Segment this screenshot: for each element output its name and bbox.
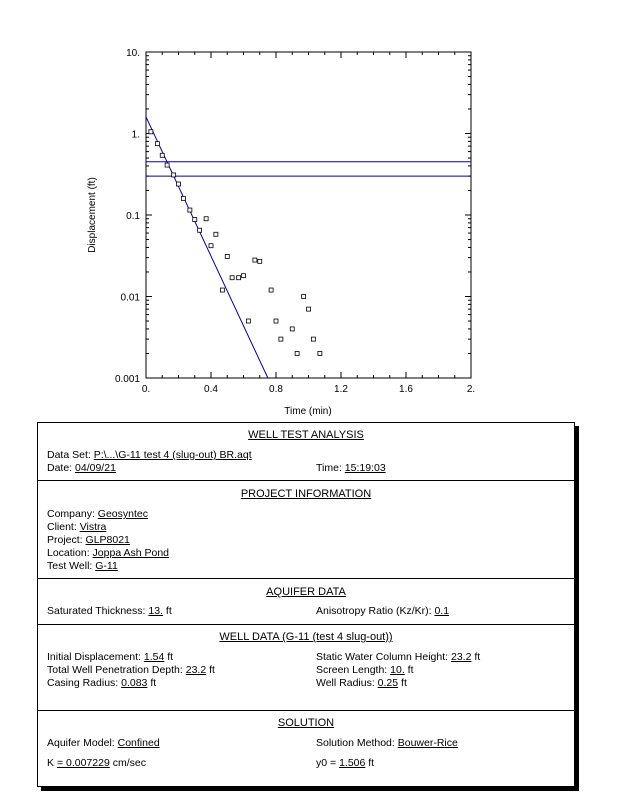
data-point (172, 173, 176, 177)
data-point (246, 319, 250, 323)
well-test-analysis-section (38, 423, 574, 481)
anisotropy-line (316, 605, 449, 617)
data-point (290, 327, 294, 331)
y-tick-label: 0.01 (120, 292, 140, 304)
x-tick-label: 1.2 (334, 384, 348, 395)
saturated-thickness-value: 13. (148, 605, 163, 617)
test-well-line (47, 560, 118, 572)
solution-title: SOLUTION (277, 717, 335, 729)
screen-length-value: 10. (390, 664, 405, 676)
date-line (47, 462, 116, 474)
y-tick-label: 1. (131, 129, 140, 141)
screen-length-label: Screen Length: (316, 664, 388, 676)
well-radius-line (316, 677, 407, 689)
initial-displacement-value: 1.54 (143, 651, 165, 663)
data-point (177, 182, 181, 186)
client-value: Vistra (79, 521, 107, 533)
data-point (302, 295, 306, 299)
date-value: 04/09/21 (75, 462, 116, 474)
k-line (47, 757, 146, 769)
x-tick-label: 0.4 (204, 384, 218, 395)
solution-method-value: Bouwer-Rice (397, 737, 458, 749)
company-line (47, 508, 148, 520)
data-point (149, 130, 153, 134)
k-unit: cm/sec (112, 757, 146, 769)
data-point (279, 337, 283, 341)
data-point (198, 228, 202, 232)
data-set-label: Data Set: (47, 449, 91, 461)
x-tick-label: 1.6 (399, 384, 413, 395)
casing-radius-line (47, 677, 156, 689)
data-set-value: P:\...\G-11 test 4 (slug-out) BR.aqt (93, 449, 252, 461)
data-point (258, 259, 262, 263)
data-point (311, 337, 315, 341)
initial-displacement-unit: ft (167, 651, 174, 663)
well-radius-label: Well Radius: (316, 677, 375, 689)
report-panel (37, 422, 575, 787)
location-value: Joppa Ash Pond (92, 547, 170, 559)
static-water-unit: ft (474, 651, 481, 663)
anisotropy-label: Anisotropy Ratio (Kz/Kr): (316, 605, 432, 617)
k-label: K (47, 757, 55, 769)
well-radius-unit: ft (401, 677, 407, 689)
location-line (47, 547, 169, 559)
time-line (316, 462, 386, 474)
aquifer-model-line (47, 737, 160, 749)
project-label: Project: (47, 534, 83, 546)
data-point (242, 274, 246, 278)
aquifer-data-title: AQUIFER DATA (266, 586, 346, 598)
well-data-title: WELL DATA (G-11 (test 4 slug-out)) (219, 631, 393, 643)
y0-unit: ft (368, 757, 375, 769)
data-points (149, 130, 322, 356)
time-value: 15:19:03 (344, 462, 386, 474)
data-set-line (47, 449, 252, 461)
y-tick-labels (115, 48, 140, 385)
data-point (220, 288, 224, 292)
well-radius-value: 0.25 (377, 677, 399, 689)
casing-radius-value: 0.083 (121, 677, 148, 689)
y-axis-label: Displacement (ft) (87, 177, 98, 253)
y-tick-label: 0.001 (114, 374, 140, 385)
static-water-line (316, 651, 480, 663)
well-data-section (38, 625, 574, 711)
client-label: Client: (47, 521, 77, 533)
y0-label: y0 = (316, 757, 337, 769)
static-water-value: 23.2 (451, 651, 472, 663)
penetration-depth-unit: ft (209, 664, 215, 676)
date-label: Date: (47, 462, 73, 474)
x-tick-labels (142, 384, 475, 395)
y0-line (316, 757, 374, 769)
data-point (155, 142, 159, 146)
data-point (209, 244, 213, 248)
anisotropy-value: 0.1 (434, 605, 450, 617)
penetration-depth-label: Total Well Penetration Depth: (47, 664, 183, 676)
aquifer-model-label: Aquifer Model: (47, 737, 115, 749)
data-point (295, 351, 299, 355)
penetration-depth-value: 23.2 (185, 664, 207, 676)
data-point (188, 208, 192, 212)
data-point (193, 218, 197, 222)
solution-section (38, 711, 574, 786)
saturated-thickness-label: Saturated Thickness: (47, 605, 146, 617)
project-value: GLP8021 (85, 534, 130, 546)
solution-method-label: Solution Method: (316, 737, 395, 749)
project-line (47, 534, 130, 546)
data-point (204, 217, 208, 221)
casing-radius-label: Casing Radius: (47, 677, 119, 689)
data-point (307, 307, 311, 311)
initial-displacement-line (47, 651, 173, 663)
data-point (269, 288, 273, 292)
reference-lines (146, 162, 471, 176)
location-label: Location: (47, 547, 90, 559)
x-tick-label: 0. (141, 384, 151, 395)
x-tick-label: 0.8 (269, 384, 283, 395)
client-line (47, 521, 106, 533)
data-point (214, 232, 218, 236)
data-point (225, 254, 229, 258)
saturated-thickness-unit: ft (165, 605, 172, 617)
test-well-value: G-11 (95, 560, 118, 572)
casing-radius-unit: ft (150, 677, 157, 689)
data-point (274, 319, 278, 323)
saturated-thickness-line (47, 605, 172, 617)
y0-value: 1.506 (339, 757, 366, 769)
screen-length-unit: ft (407, 664, 414, 676)
data-point (237, 276, 241, 280)
data-point (160, 153, 164, 157)
static-water-label: Static Water Column Height: (316, 651, 449, 663)
k-value: = 0.007229 (56, 757, 110, 769)
company-value: Geosyntec (97, 508, 148, 520)
project-information-title: PROJECT INFORMATION (240, 488, 372, 500)
x-axis-label: Time (min) (284, 406, 332, 417)
data-point (165, 163, 169, 167)
well-test-analysis-title: WELL TEST ANALYSIS (248, 429, 364, 441)
x-tick-label: 2. (466, 384, 476, 395)
data-point (230, 276, 234, 280)
project-information-section (38, 481, 574, 579)
data-point (253, 258, 257, 262)
company-label: Company: (47, 508, 95, 520)
y-tick-label: 10. (126, 48, 140, 59)
time-label: Time: (316, 462, 342, 474)
data-point (181, 196, 185, 200)
aquifer-data-section (38, 579, 574, 625)
screen-length-line (316, 664, 414, 676)
plot-frame (146, 52, 471, 378)
test-well-label: Test Well: (47, 560, 93, 572)
penetration-depth-line (47, 664, 215, 676)
axis-ticks (146, 52, 471, 378)
y-tick-label: 0.1 (126, 211, 140, 222)
aquifer-model-value: Confined (117, 737, 160, 749)
data-point (318, 351, 322, 355)
solution-method-line (316, 737, 458, 749)
initial-displacement-label: Initial Displacement: (47, 651, 141, 663)
